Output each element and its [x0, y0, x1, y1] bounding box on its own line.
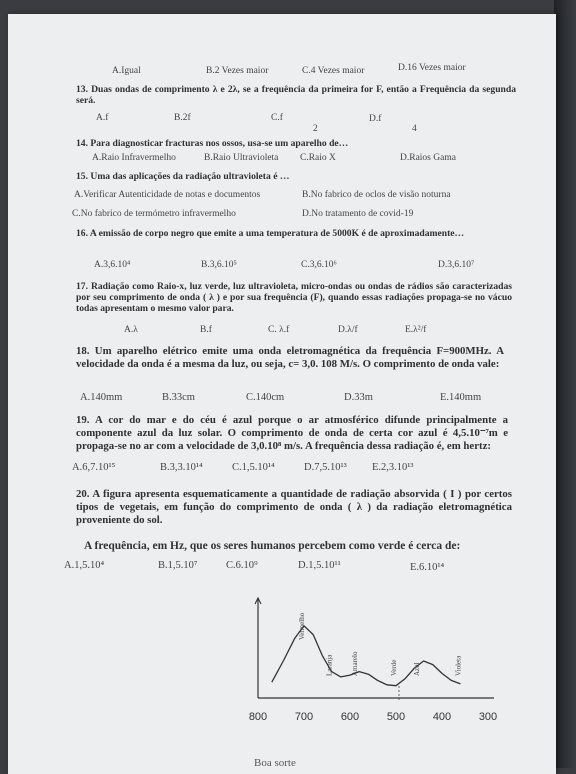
q20-option-b[interactable]: B.1,5.10⁷ — [158, 560, 198, 571]
q13-denominator-c: 2 — [313, 124, 318, 134]
q20-option-d[interactable]: D.1,5.10¹¹ — [298, 560, 341, 571]
q20-option-a[interactable]: A.1,5.10⁴ — [64, 560, 105, 571]
q12-option-c[interactable]: C.4 Vezes maior — [302, 66, 365, 76]
footer-text: Boa sorte — [254, 757, 296, 769]
color-band-label: Azul — [413, 662, 421, 676]
q15-option-c[interactable]: C.No fabrico de termómetro infravermelho — [72, 209, 236, 219]
q13-denominator-d: 4 — [412, 124, 417, 134]
q13-question: 13. Duas ondas de comprimento λ e 2λ, se a frequência da primeira for F, então a Frequência da segunda será. — [76, 84, 516, 106]
q18-option-b[interactable]: B.33cm — [162, 392, 195, 403]
q17-option-c[interactable]: C. λ.f — [268, 325, 290, 335]
q15-option-a[interactable]: A.Verificar Autenticidade de notas e documentos — [74, 190, 261, 200]
q12-option-d[interactable]: D.16 Vezes maior — [398, 63, 466, 73]
q13-option-a[interactable]: A.f — [96, 113, 109, 123]
q16-option-c[interactable]: C.3,6.10⁶ — [301, 260, 337, 270]
q18-option-e[interactable]: E.140mm — [440, 392, 482, 403]
q18-option-a[interactable]: A.140mm — [80, 392, 123, 403]
color-band-label: Verde — [390, 659, 398, 676]
q20-prompt: A frequência, em Hz, que os seres humanos percebem como verde é cerca de: — [84, 540, 461, 552]
q17-question: 17. Radiação como Raio-x, luz verde, luz ultravioleta, micro-ondas ou ondas de rádios são caracterizadas por seu comprimento de onda ( λ ) e por sua frequência (F), quando essas radiações propaga-se no vácuo todas apresentam o mesmo valor para. — [76, 281, 512, 314]
q19-question: 19. A cor do mar e do céu é azul porque o ar atmosférico difunde principalmente a componente azul da luz solar. O comprimento de onda de certa cor azul é 4,5.10⁻⁷m e propaga-se no ar com a velocidade de 3,0.10⁸ m/s. A frequência dessa radiação é, em hertz: — [76, 414, 508, 452]
x-tick-label: 600 — [340, 711, 360, 723]
q19-option-b[interactable]: B.3,3.10¹⁴ — [160, 462, 203, 473]
q18-option-d[interactable]: D.33m — [344, 392, 373, 403]
q17-option-a[interactable]: A.λ — [124, 325, 138, 335]
q15-option-b[interactable]: B.No fabrico de oclos de visão noturna — [302, 190, 451, 200]
q12-option-b[interactable]: B.2 Vezes maior — [206, 66, 269, 76]
q12-option-a[interactable]: A.Igual — [112, 66, 141, 76]
q19-option-d[interactable]: D.7,5.10¹³ — [304, 462, 347, 473]
x-tick-label: 300 — [478, 711, 498, 723]
q16-question: 16. A emissão de corpo negro que emite a uma temperatura de 5000K é de aproximadamente… — [76, 228, 465, 239]
x-tick-label: 700 — [294, 711, 314, 723]
q17-option-b[interactable]: B.f — [200, 325, 212, 335]
q13-option-d[interactable]: D.f — [369, 114, 382, 124]
q15-question: 15. Uma das aplicações da radiação ultravioleta é … — [76, 171, 290, 182]
x-tick-label: 400 — [432, 711, 452, 723]
q16-option-b[interactable]: B.3,6.10⁵ — [201, 260, 237, 270]
q17-option-d[interactable]: D.λ/f — [338, 325, 358, 335]
q16-option-d[interactable]: D.3,6.10⁷ — [438, 260, 475, 270]
q14-option-c[interactable]: C.Raio X — [300, 153, 336, 163]
q19-option-c[interactable]: C.1,5.10¹⁴ — [232, 462, 275, 473]
q20-option-e[interactable]: E.6.10¹⁴ — [410, 562, 445, 573]
q19-option-e[interactable]: E.2,3.10¹³ — [372, 462, 414, 473]
q14-question: 14. Para diagnosticar fracturas nos ossos, usa-se um aparelho de… — [76, 138, 349, 149]
q19-option-a[interactable]: A.6,7.10¹⁵ — [72, 462, 116, 473]
q14-option-a[interactable]: A.Raio Infravermelho — [92, 153, 176, 163]
q18-option-c[interactable]: C.140cm — [246, 392, 285, 403]
color-band-label: Amarelo — [350, 651, 359, 676]
x-tick-label: 500 — [386, 711, 406, 723]
color-band-label: Violeta — [454, 655, 463, 676]
q18-question: 18. Um aparelho elétrico emite uma onda eletromagnética da frequência F=900MHz. A velocidade da onda é a mesma da luz, ou seja, c= 3,0. 108 M/s. O comprimento de onda vale: — [76, 345, 504, 370]
q13-option-b[interactable]: B.2f — [174, 113, 191, 123]
q16-option-a[interactable]: A.3,6.10⁴ — [94, 260, 131, 270]
color-band-label: Vermelho — [298, 612, 306, 640]
q20-question: 20. A figura apresenta esquematicamente a quantidade de radiação absorvida ( I ) por certos tipos de vegetais, em função do comprimento de onda ( λ ) da radiação eletromagnética proveniente do sol. — [76, 488, 512, 526]
color-band-label: Laranja — [325, 654, 334, 676]
q20-option-c[interactable]: C.6.10⁹ — [226, 560, 258, 571]
q17-option-e[interactable]: E.λ²/f — [405, 325, 427, 335]
q15-option-d[interactable]: D.No tratamento de covid-19 — [302, 209, 414, 219]
x-tick-label: 800 — [248, 711, 268, 723]
q14-option-b[interactable]: B.Raio Ultravioleta — [204, 153, 279, 163]
q13-option-c[interactable]: C.f — [271, 113, 283, 123]
q14-option-d[interactable]: D.Raios Gama — [400, 153, 456, 163]
